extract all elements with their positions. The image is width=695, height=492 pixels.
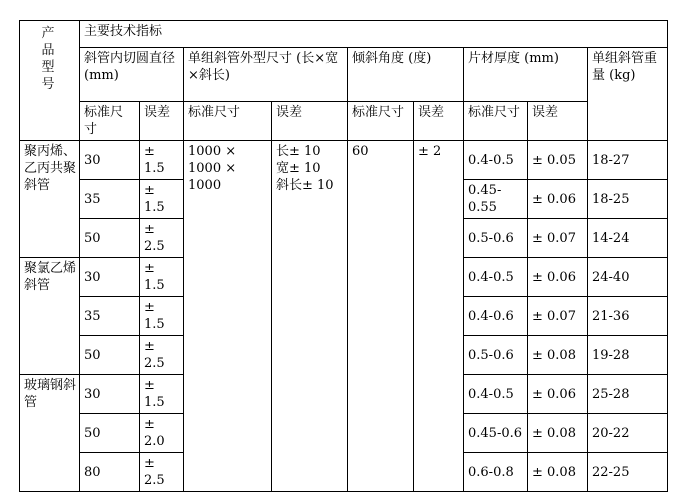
diameter-cell: 35 <box>80 297 140 336</box>
category-cell: 聚丙烯、乙丙共聚斜管 <box>20 141 80 258</box>
thickness-cell: 0.4-0.5 <box>464 258 528 297</box>
weight-header: 单组斜管重量 (kg) <box>588 48 668 141</box>
table-row <box>20 141 668 180</box>
thickness-err-header: 误差 <box>528 102 588 141</box>
diameter-err-cell: ± 1.5 <box>140 141 184 180</box>
angle-header: 倾斜角度 (度) <box>348 48 464 102</box>
thickness-err-cell: ± 0.06 <box>528 258 588 297</box>
diameter-cell: 30 <box>80 375 140 414</box>
thickness-err-cell: ± 0.06 <box>528 375 588 414</box>
thickness-err-cell: ± 0.07 <box>528 219 588 258</box>
diameter-err-cell: ± 2.5 <box>140 219 184 258</box>
thickness-cell: 0.45-0.6 <box>464 414 528 453</box>
thickness-err-cell: ± 0.05 <box>528 141 588 180</box>
weight-cell: 19-28 <box>588 336 668 375</box>
category-cell: 聚氯乙烯斜管 <box>20 258 80 375</box>
angle-err-cell: ± 2 <box>414 141 464 492</box>
diameter-cell: 50 <box>80 336 140 375</box>
weight-cell: 14-24 <box>588 219 668 258</box>
thickness-err-cell: ± 0.08 <box>528 414 588 453</box>
weight-cell: 22-25 <box>588 453 668 492</box>
diameter-err-cell: ± 1.5 <box>140 180 184 219</box>
thickness-cell: 0.4-0.6 <box>464 297 528 336</box>
size-header: 单组斜管外型尺寸 (长×宽×斜长) <box>184 48 348 102</box>
thickness-cell: 0.45-0.55 <box>464 180 528 219</box>
thickness-cell: 0.4-0.5 <box>464 375 528 414</box>
header-row-3 <box>20 102 668 141</box>
size-err-header: 误差 <box>272 102 348 141</box>
weight-cell: 18-25 <box>588 180 668 219</box>
category-cell: 玻璃钢斜管 <box>20 375 80 492</box>
thickness-std-header: 标准尺寸 <box>464 102 528 141</box>
diameter-err-cell: ± 1.5 <box>140 258 184 297</box>
header-row-1 <box>20 21 668 48</box>
thickness-err-cell: ± 0.07 <box>528 297 588 336</box>
diameter-cell: 50 <box>80 414 140 453</box>
thickness-cell: 0.5-0.6 <box>464 219 528 258</box>
thickness-header: 片材厚度 (mm) <box>464 48 588 102</box>
main-spec-header: 主要技术指标 <box>80 21 668 48</box>
thickness-cell: 0.4-0.5 <box>464 141 528 180</box>
size-std-header: 标准尺寸 <box>184 102 272 141</box>
diameter-err-cell: ± 2.0 <box>140 414 184 453</box>
diameter-std-header: 标准尺寸 <box>80 102 140 141</box>
thickness-err-cell: ± 0.08 <box>528 453 588 492</box>
angle-err-header: 误差 <box>414 102 464 141</box>
angle-std-cell: 60 <box>348 141 414 492</box>
angle-std-header: 标准尺寸 <box>348 102 414 141</box>
diameter-cell: 30 <box>80 258 140 297</box>
weight-cell: 25-28 <box>588 375 668 414</box>
diameter-cell: 80 <box>80 453 140 492</box>
diameter-err-cell: ± 2.5 <box>140 336 184 375</box>
diameter-err-cell: ± 1.5 <box>140 375 184 414</box>
diameter-cell: 30 <box>80 141 140 180</box>
diameter-err-cell: ± 1.5 <box>140 297 184 336</box>
weight-cell: 24-40 <box>588 258 668 297</box>
size-std-cell: 1000 × 1000 × 1000 <box>184 141 272 492</box>
weight-cell: 18-27 <box>588 141 668 180</box>
header-row-2 <box>20 48 668 102</box>
thickness-cell: 0.5-0.6 <box>464 336 528 375</box>
size-err-cell: 长± 10 宽± 10 斜长± 10 <box>272 141 348 492</box>
diameter-cell: 50 <box>80 219 140 258</box>
thickness-err-cell: ± 0.06 <box>528 180 588 219</box>
diameter-err-header: 误差 <box>140 102 184 141</box>
thickness-err-cell: ± 0.08 <box>528 336 588 375</box>
diameter-cell: 35 <box>80 180 140 219</box>
weight-cell: 21-36 <box>588 297 668 336</box>
thickness-cell: 0.6-0.8 <box>464 453 528 492</box>
spec-table <box>19 20 668 492</box>
weight-cell: 20-22 <box>588 414 668 453</box>
diameter-err-cell: ± 2.5 <box>140 453 184 492</box>
diameter-header: 斜管内切圆直径 (mm) <box>80 48 184 102</box>
product-type-header: 产品型号 <box>20 21 80 141</box>
